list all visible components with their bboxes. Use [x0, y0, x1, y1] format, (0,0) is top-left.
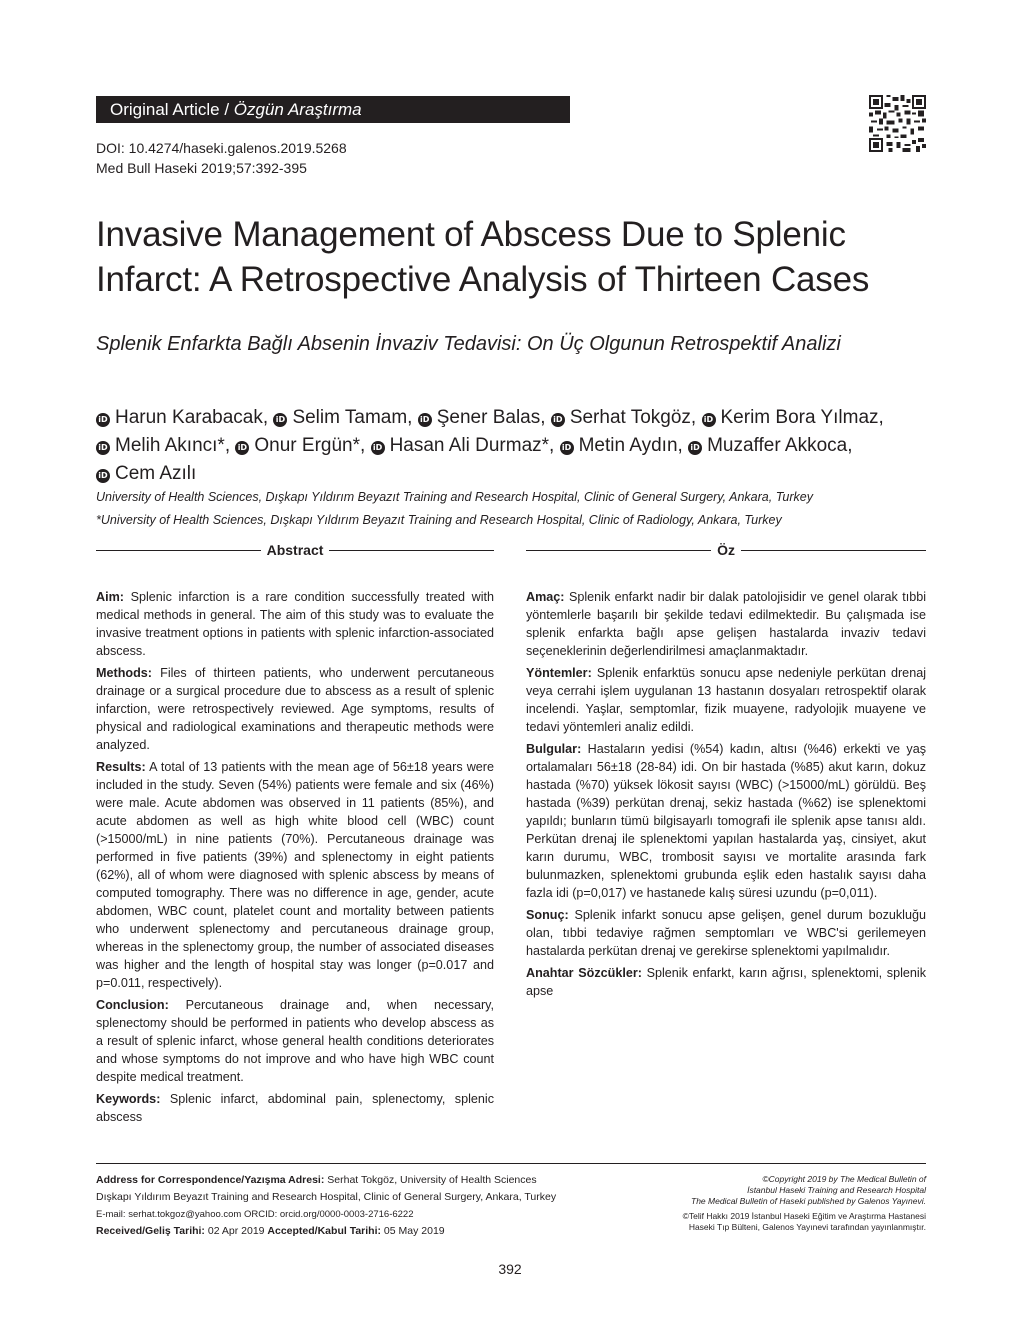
orcid-icon[interactable]: iD: [96, 441, 110, 455]
abstract-conclusion: Conclusion: Percutaneous drainage and, when necessary, splenectomy should be performed in patients who develop abscess as a result of splenic infarct, whose general health conditions deteriorates and whose symptoms do not improve and who have high WBC count despite medical treatment.: [96, 998, 495, 1084]
correspondence-block: [96, 1172, 616, 1240]
doi[interactable]: DOI: 10.4274/haseki.galenos.2019.5268: [96, 140, 347, 156]
correspondence-email[interactable]: E-mail: serhat.tokgoz@yahoo.com ORCID: orcid.org/0000-0003-2716-6222: [96, 1209, 414, 1220]
author: iD Hasan Ali Durmaz*,: [371, 435, 560, 456]
orcid-icon[interactable]: iD: [273, 413, 287, 427]
abstract-turkish: [526, 588, 926, 1004]
author: iD Metin Aydın,: [560, 435, 689, 456]
correspondence-address: Address for Correspondence/Yazışma Adresi: Serhat Tokgöz, University of Health Sciences: [96, 1174, 537, 1186]
author: iD Serhat Tokgöz,: [551, 407, 702, 428]
qr-code-icon: [869, 95, 926, 152]
abstract-english: [96, 588, 494, 1130]
author: iD Kerim Bora Yılmaz,: [702, 407, 884, 428]
author-list: [96, 404, 936, 488]
divider: [526, 550, 711, 551]
abstract-heading: Abstract: [96, 540, 494, 560]
citation: Med Bull Haseki 2019;57:392-395: [96, 160, 307, 176]
divider: [741, 550, 926, 551]
author: iD Onur Ergün*,: [235, 435, 370, 456]
correspondence-address-line2: Dışkapı Yıldırım Beyazıt Training and Research Hospital, Clinic of General Surgery, Ankara, Turkey: [96, 1191, 557, 1203]
page-number: 392: [498, 1261, 522, 1277]
abstract-results: Results: A total of 13 patients with the mean age of 56±18 years were included in the study. Seven (54%) patients were female and six (46%) were male. Acute abdomen was observed in 11 patients (85%), and acute abdomen as well as high white blood cell (WBC) count (>15000/mL) in nine patients (70%). Percutaneous drainage was performed in five patients (39%) and splenectomy in eight patients (62%), all of whom were diagnosed with splenic abscess by means of computed tomography. There was no difference in age, gender, acute abdomen, WBC count, platelet count and mortality between patients who underwent splenectomy and percutaneous drainage group, whereas in the splenectomy group, the number of associated diseases was higher and the length of hospital stay was longer (p=0.017 and p=0.011, respectively).: [96, 760, 495, 990]
abstract-methods: Methods: Files of thirteen patients, who underwent percutaneous drainage or a surgical procedure due to abscess as a result of splenic infarction, were retrospectively reviewed. Age symptoms, results of physical and radiological examinations and therapeutic methods were analyzed.: [96, 666, 494, 752]
abstract-heading-tr: Öz: [526, 540, 926, 560]
copyright-block: ©Copyright 2019 by The Medical Bulletin of İstanbul Haseki Training and Research Hospital The Medical Bulletin of Haseki published by Galenos Yayınevi. ©Telif Hakkı 2019 İstanbul Haseki Eğitim ve Araştırma Hastanesi Haseki Tıp Bülteni, Galenos Yayınevi tarafından yayınlanmıştır.: [640, 1174, 926, 1233]
article-title: Invasive Management of Abscess Due to Splenic Infarct: A Retrospective Analysis of Thirteen Cases: [96, 215, 870, 299]
author: iD Melih Akıncı*,: [96, 435, 235, 456]
author: iD Cem Azılı: [96, 463, 196, 484]
author: iD Muzaffer Akkoca,: [688, 435, 852, 456]
orcid-icon[interactable]: iD: [551, 413, 565, 427]
orcid-icon[interactable]: iD: [702, 413, 716, 427]
copyright-tr-line2: Haseki Tıp Bülteni, Galenos Yayınevi tarafından yayınlanmıştır.: [688, 1222, 926, 1232]
orcid-icon[interactable]: iD: [688, 441, 702, 455]
author: iD Şener Balas,: [418, 407, 551, 428]
orcid-icon[interactable]: iD: [235, 441, 249, 455]
abstract-keywords: Keywords: Splenic infarct, abdominal pain, splenectomy, splenic abscess: [96, 1092, 494, 1124]
divider: [96, 550, 261, 551]
orcid-icon[interactable]: iD: [96, 469, 110, 483]
dates: Received/Geliş Tarihi: 02 Apr 2019 Accepted/Kabul Tarihi: 05 May 2019: [96, 1225, 445, 1237]
affiliation: University of Health Sciences, Dışkapı Yıldırım Beyazıt Training and Research Hospital, Clinic of General Surgery, Ankara, Turkey: [96, 490, 813, 504]
article-type-label: Original Article /: [110, 100, 230, 119]
orcid-icon[interactable]: iD: [96, 413, 110, 427]
article-type-label-tr: Özgün Araştırma: [233, 100, 362, 119]
affiliation: *University of Health Sciences, Dışkapı Yıldırım Beyazıt Training and Research Hospital, Clinic of Radiology, Ankara, Turkey: [96, 513, 782, 527]
abstract-conclusion-tr: Sonuç: Splenik infarkt sonucu apse gelişen, genel durum bozukluğu olan, tıbbi tedaviye rağmen semptomları ve WBC'si gerilemeyen hastalarda perkütan drenaj ve gerekirse splenektomi yapılmalıdır.: [526, 908, 926, 958]
abstract-methods-tr: Yöntemler: Splenik enfarktüs sonucu apse nedeniyle perkütan drenaj veya cerrahi işlem uygulanan 13 hastanın dosyaları retrospektif olarak incelendi. Yaşlar, semptomlar, fizik muayene, radyolojik muayene ve tedavi yöntemleri analiz edildi.: [526, 666, 926, 734]
abstract-keywords-tr: Anahtar Sözcükler: Splenik enfarkt, karın ağrısı, splenektomi, splenik apse: [526, 966, 926, 998]
article-type-banner: [96, 96, 570, 123]
author: iD Selim Tamam,: [273, 407, 417, 428]
divider: [329, 550, 494, 551]
article-title-tr: Splenik Enfarkta Bağlı Absenin İnvaziv Tedavisi: On Üç Olgunun Retrospektif Analizi: [96, 333, 841, 355]
abstract-aim: Aim: Splenic infarction is a rare condition successfully treated with medical methods in general. The aim of this study was to evaluate the invasive treatment options in patients with splenic infarction-associated abscess.: [96, 590, 494, 658]
footer-divider: [96, 1163, 926, 1164]
abstract-aim-tr: Amaç: Splenik enfarkt nadir bir dalak patolojisidir ve genel olarak tıbbi yöntemlerle başarılı bir şekilde tedavi edilmektedir. Bu çalışmada ise splenik enfarkta bağlı apse gelişen hastalarda invaziv tedavi seçeneklerinin değerlendirilmesi amaçlanmaktadır.: [526, 590, 926, 658]
abstract-results-tr: Bulgular: Hastaların yedisi (%54) kadın, altısı (%46) erkekti ve yaş ortalamaları 56±18 (28-84) idi. On bir hastada (%85) akut karın, dokuz hastada (%70) yüksek lökosit sayısı (WBC) (>15000/mL) görüldü. Beş hastada (%39) perkütan drenaj, sekiz hastada (%62) ise splenektomi yapıldı; bunların tümü bilgisayarlı tomografi ile splenik apse tanısı aldı. Perkütan drenaj ile splenektomi yapılan hastalarda yaş, cinsiyet, akut karın durumu, WBC, trombosit sayısı ve mortalite arasında fark bulunmazken, splenektomi grubunda eşlik eden hastalık sayısı daha fazla idi (p=0,017) ve hastanede kalış süresi uzundu (p=0,011).: [526, 742, 927, 900]
orcid-icon[interactable]: iD: [371, 441, 385, 455]
author: iD Harun Karabacak,: [96, 407, 273, 428]
orcid-icon[interactable]: iD: [560, 441, 574, 455]
orcid-icon[interactable]: iD: [418, 413, 432, 427]
